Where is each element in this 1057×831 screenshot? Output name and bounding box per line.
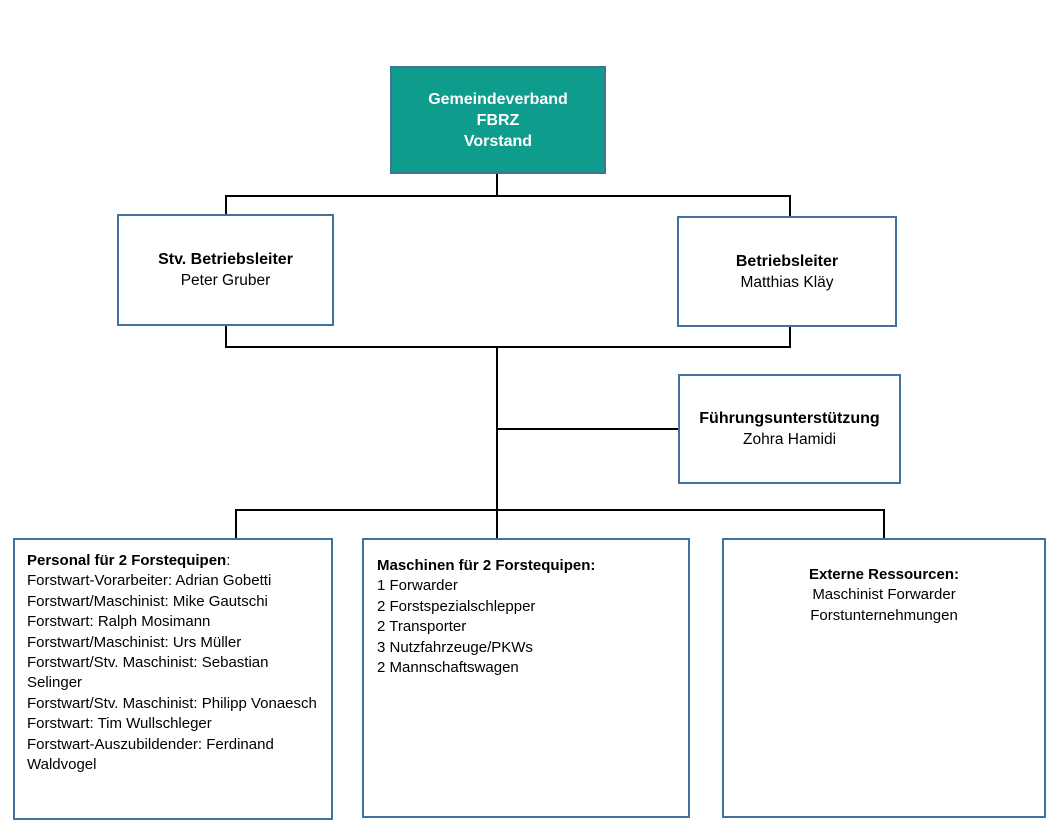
manager-role: Betriebsleiter (735, 252, 839, 270)
external-resources-box (722, 538, 1046, 818)
machines-item: 3 Nutzfahrzeuge/PKWs (377, 638, 533, 656)
connector-manager-riser (789, 326, 791, 348)
personnel-item: Forstwart/Maschinist: Urs Müller (27, 633, 242, 651)
manager-name: Matthias Kläy (740, 273, 834, 291)
personnel-item: Forstwart/Maschinist: Mike Gautschi (27, 592, 268, 610)
personnel-item: Forstwart/Stv. Maschinist: Philipp Vonaesch (27, 694, 317, 712)
root-line-3: Vorstand (463, 132, 533, 150)
connector-manager-drop (789, 195, 791, 217)
root-box-vorstand (390, 66, 606, 174)
external-resources-item: Maschinist Forwarder (812, 586, 956, 604)
root-line-2: FBRZ (476, 111, 520, 129)
personnel-item: Forstwart: Tim Wullschleger (27, 715, 212, 733)
machines-item: 2 Forstspezialschlepper (377, 597, 536, 615)
deputy-manager-name: Peter Gruber (180, 272, 271, 289)
external-resources-title: Externe Ressourcen: (808, 566, 960, 583)
connector-staff-branch (497, 428, 679, 430)
personnel-title: Personal für 2 Forstequipen: (27, 552, 231, 569)
personnel-item: Forstwart-Auszubildender: Ferdinand Waldvogel (27, 735, 274, 774)
machines-item: 2 Transporter (377, 618, 467, 636)
connector-join-horizontal (225, 346, 791, 348)
connector-bottom-horizontal (235, 509, 885, 511)
connector-personnel-drop (235, 509, 237, 538)
connector-root-stem (496, 173, 498, 197)
connector-level2-horizontal (225, 195, 791, 197)
machines-box (362, 538, 690, 818)
personnel-item: Forstwart-Vorarbeiter: Adrian Gobetti (27, 572, 272, 590)
staff-support-role: Führungsunterstützung (699, 410, 880, 427)
machines-title: Maschinen für 2 Forstequipen: (377, 557, 596, 574)
external-resources-item: Forstunternehmungen (810, 606, 958, 624)
connector-deputy-riser (225, 325, 227, 348)
deputy-manager-box (117, 214, 334, 326)
manager-box (677, 216, 897, 327)
machines-item: 2 Mannschaftswagen (377, 659, 519, 677)
personnel-box (13, 538, 333, 820)
connector-deputy-drop (225, 195, 227, 215)
personnel-item: Forstwart/Stv. Maschinist: Sebastian Selinger (27, 654, 269, 692)
staff-support-box (678, 374, 901, 484)
connector-external-drop (883, 509, 885, 538)
machines-item: 1 Forwarder (377, 577, 458, 595)
personnel-item: Forstwart: Ralph Mosimann (27, 613, 211, 631)
deputy-manager-role: Stv. Betriebsleiter (158, 251, 293, 268)
staff-support-name: Zohra Hamidi (742, 431, 837, 448)
root-line-1: Gemeindeverband (428, 90, 568, 108)
